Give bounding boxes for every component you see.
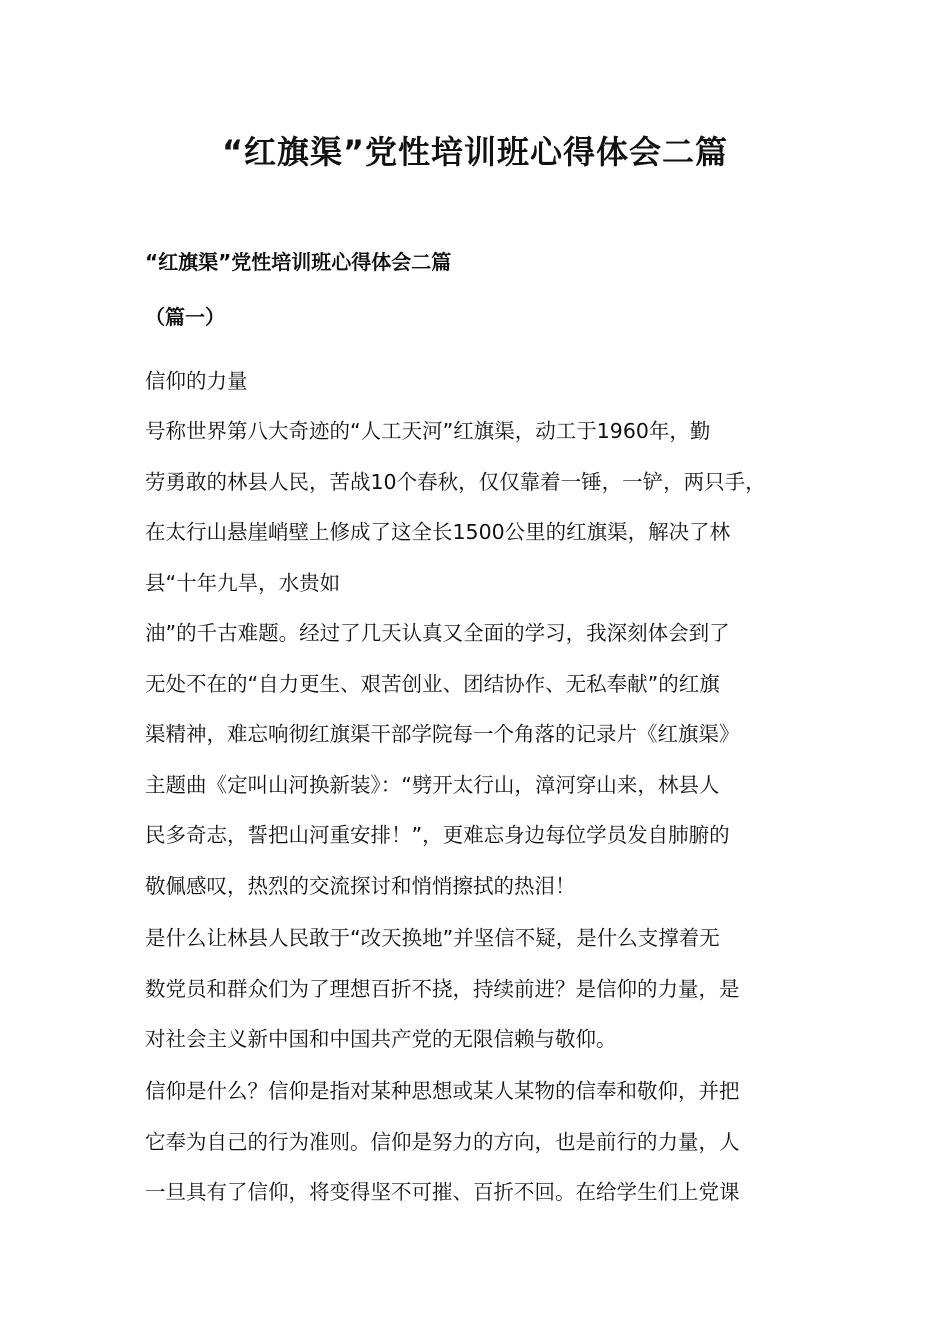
paragraph-line: 劳勇敢的林县人民，苦战10个春秋，仅仅靠着一锤，一铲，两只手， bbox=[145, 469, 766, 494]
paragraph-line: 无处不在的“自力更生、艰苦创业、团结协作、无私奉献”的红旗 bbox=[145, 671, 720, 696]
paragraph-line: 它奉为自己的行为准则。信仰是努力的方向，也是前行的力量，人 bbox=[145, 1129, 740, 1154]
document-subtitle: “红旗渠”党性培训班心得体会二篇 bbox=[145, 250, 452, 274]
paragraph-2 bbox=[145, 608, 825, 911]
paragraph-4 bbox=[145, 1066, 825, 1218]
paragraph-line: 敬佩感叹，热烈的交流探讨和悄悄擦拭的热泪！ bbox=[145, 873, 576, 898]
paragraph-line: 在太行山悬崖峭壁上修成了这全长1500公里的红旗渠，解决了林 bbox=[145, 520, 731, 544]
paragraph-1 bbox=[145, 406, 825, 608]
paragraph-line: 数党员和群众们为了理想百折不挠，持续前进？是信仰的力量，是 bbox=[145, 976, 740, 1001]
paragraph-line: 油”的千古难题。经过了几天认真又全面的学习，我深刻体会到了 bbox=[145, 621, 730, 645]
paragraph-line: 渠精神，难忘响彻红旗渠干部学院每一个角落的记录片《红旗渠》 bbox=[145, 722, 740, 746]
heading-line: 信仰的力量 bbox=[145, 369, 248, 393]
paragraph-line: 信仰是什么？信仰是指对某种思想或某人某物的信奉和敬仰，并把 bbox=[145, 1079, 740, 1103]
paragraph-line: 民多奇志，誓把山河重安排！”，更难忘身边每位学员发自肺腑的 bbox=[145, 823, 730, 847]
paragraph-line: 一旦具有了信仰，将变得坚不可摧、百折不回。在给学生们上党课 bbox=[145, 1180, 740, 1204]
paragraph-line: 主题曲《定叫山河换新装》：“劈开太行山，漳河穿山来，林县人 bbox=[145, 772, 720, 797]
paragraph-line: 县“十年九旱，水贵如 bbox=[145, 570, 341, 595]
paragraph-line: 是什么让林县人民敢于“改天换地”并坚信不疑，是什么支撑着无 bbox=[145, 926, 720, 950]
paragraph-3 bbox=[145, 913, 825, 1065]
section-label: （篇一） bbox=[145, 305, 225, 329]
document-title: “红旗渠”党性培训班心得体会二篇 bbox=[221, 133, 729, 171]
paragraph-line: 对社会主义新中国和中国共产党的无限信赖与敬仰。 bbox=[145, 1027, 617, 1051]
section-heading bbox=[145, 356, 825, 407]
paragraph-line: 号称世界第八大奇迹的“人工天河”红旗渠，动工于1960年，勤 bbox=[145, 419, 711, 443]
